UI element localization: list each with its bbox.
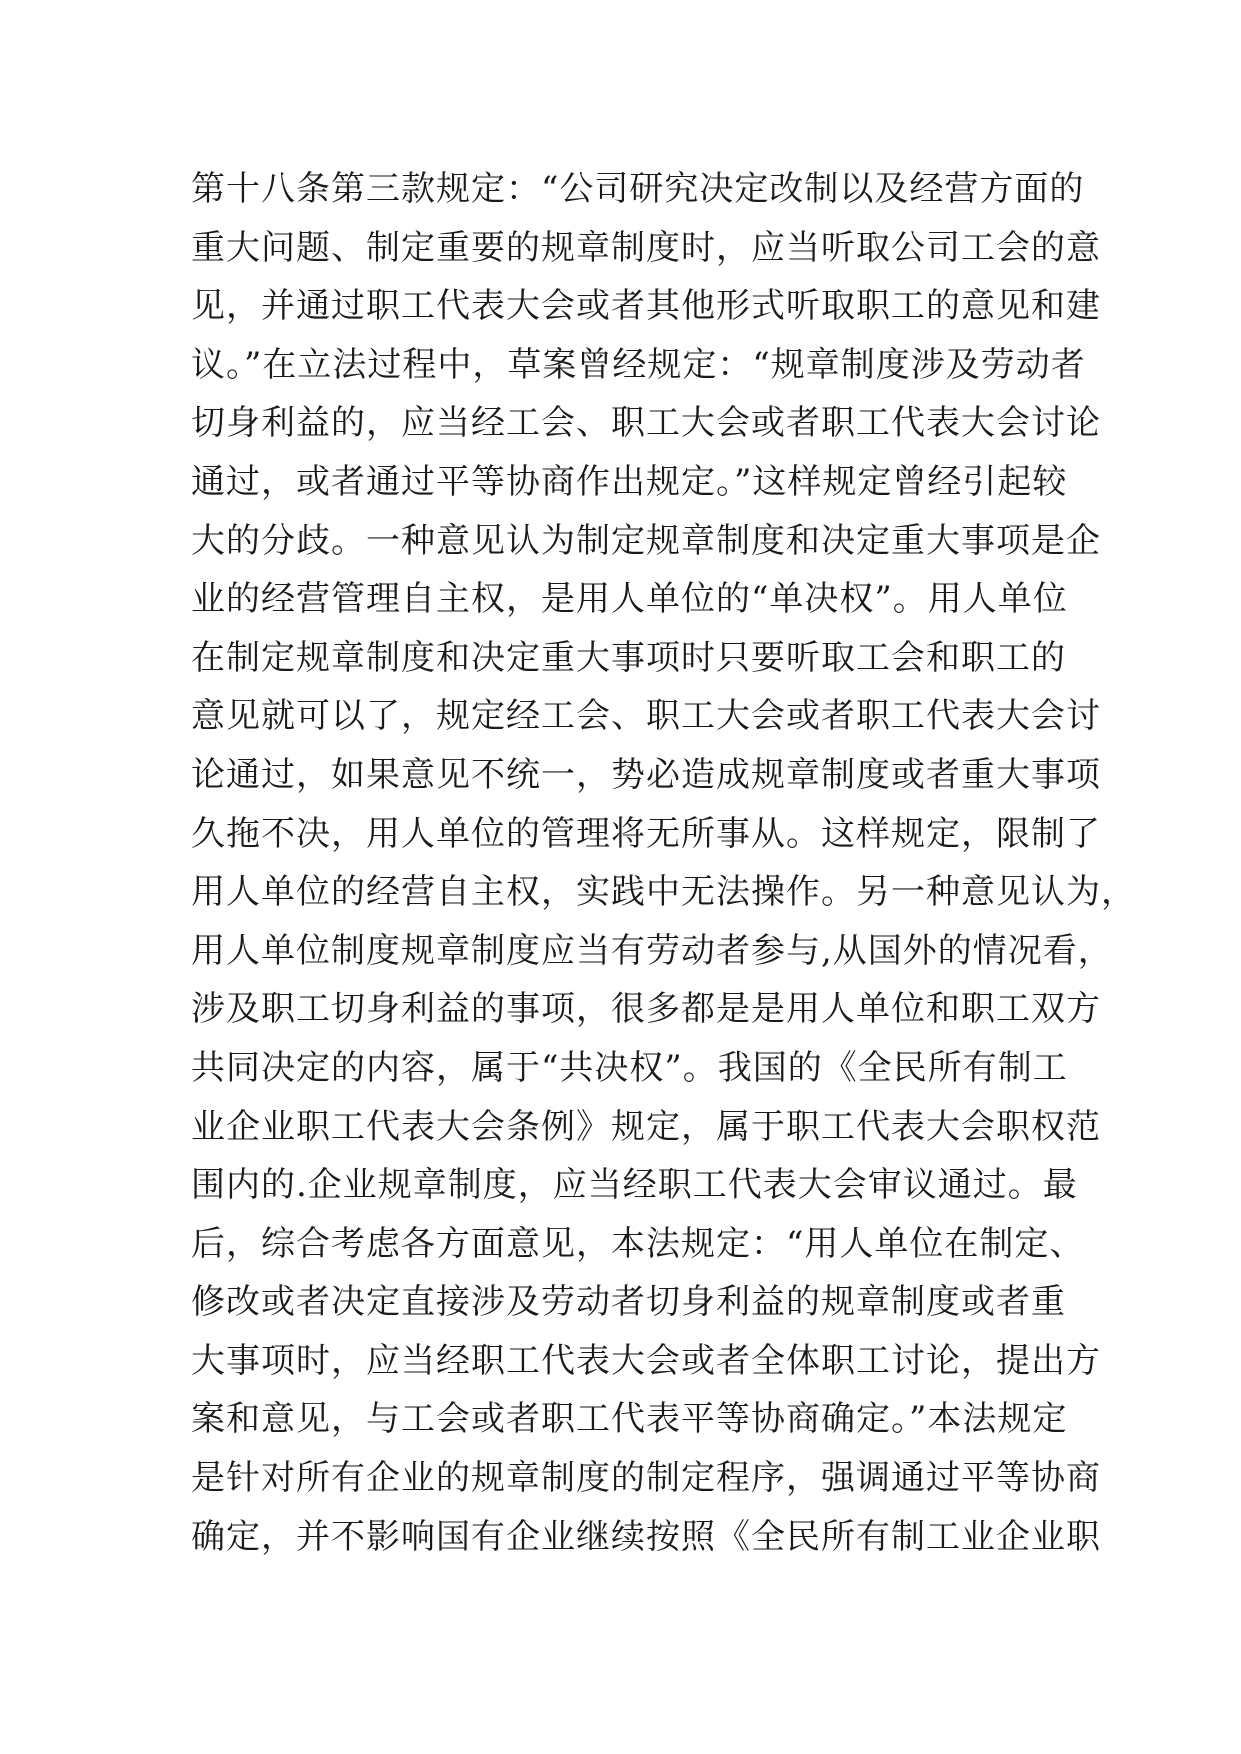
text-line: 通过，或者通过平等协商作出规定。”这样规定曾经引起较 [191, 461, 1068, 502]
text-line: 案和意见，与工会或者职工代表平等协商确定。”本法规定 [191, 1399, 1068, 1440]
text-line: 大的分歧。一种意见认为制定规章制度和决定重大事项是企 [191, 520, 1101, 561]
text-line: 确定，并不影响国有企业继续按照《全民所有制工业企业职 [191, 1516, 1101, 1557]
text-line: 在制定规章制度和决定重大事项时只要听取工会和职工的 [191, 637, 1066, 678]
text-line: 共同决定的内容，属于“共决权”。我国的《全民所有制工 [191, 1047, 1068, 1088]
text-line: 议。”在立法过程中，草案曾经规定：“规章制度涉及劳动者 [191, 344, 1086, 385]
text-line: 大事项时，应当经职工代表大会或者全体职工讨论，提出方 [191, 1340, 1101, 1381]
text-line: 修改或者决定直接涉及劳动者切身利益的规章制度或者重 [191, 1282, 1066, 1323]
text-line: 涉及职工切身利益的事项，很多都是是用人单位和职工双方 [191, 989, 1101, 1030]
text-line: 业企业职工代表大会条例》规定，属于职工代表大会职权范 [191, 1106, 1101, 1147]
text-line: 重大问题、制定重要的规章制度时，应当听取公司工会的意 [191, 227, 1101, 268]
text-line: 见，并通过职工代表大会或者其他形式听取职工的意见和建 [191, 286, 1101, 327]
text-line: 后，综合考虑各方面意见，本法规定：“用人单位在制定、 [191, 1223, 1085, 1264]
text-line: 用人单位的经营自主权，实践中无法操作。另一种意见认为， [191, 872, 1136, 913]
text-line: 用人单位制度规章制度应当有劳动者参与,从国外的情况看， [191, 930, 1113, 971]
text-line: 业的经营管理自主权，是用人单位的“单决权”。用人单位 [191, 579, 1068, 620]
text-line: 久拖不决，用人单位的管理将无所事从。这样规定，限制了 [191, 813, 1101, 854]
body-text [191, 160, 1136, 1566]
text-line: 切身利益的，应当经工会、职工大会或者职工代表大会讨论 [191, 403, 1101, 444]
text-line: 围内的.企业规章制度，应当经职工代表大会审议通过。最 [191, 1165, 1078, 1206]
text-line: 是针对所有企业的规章制度的制定程序，强调通过平等协商 [191, 1458, 1101, 1499]
text-line: 论通过，如果意见不统一，势必造成规章制度或者重大事项 [191, 754, 1101, 795]
text-line: 意见就可以了，规定经工会、职工大会或者职工代表大会讨 [191, 696, 1101, 737]
text-line: 第十八条第三款规定：“公司研究决定改制以及经营方面的 [191, 169, 1085, 209]
